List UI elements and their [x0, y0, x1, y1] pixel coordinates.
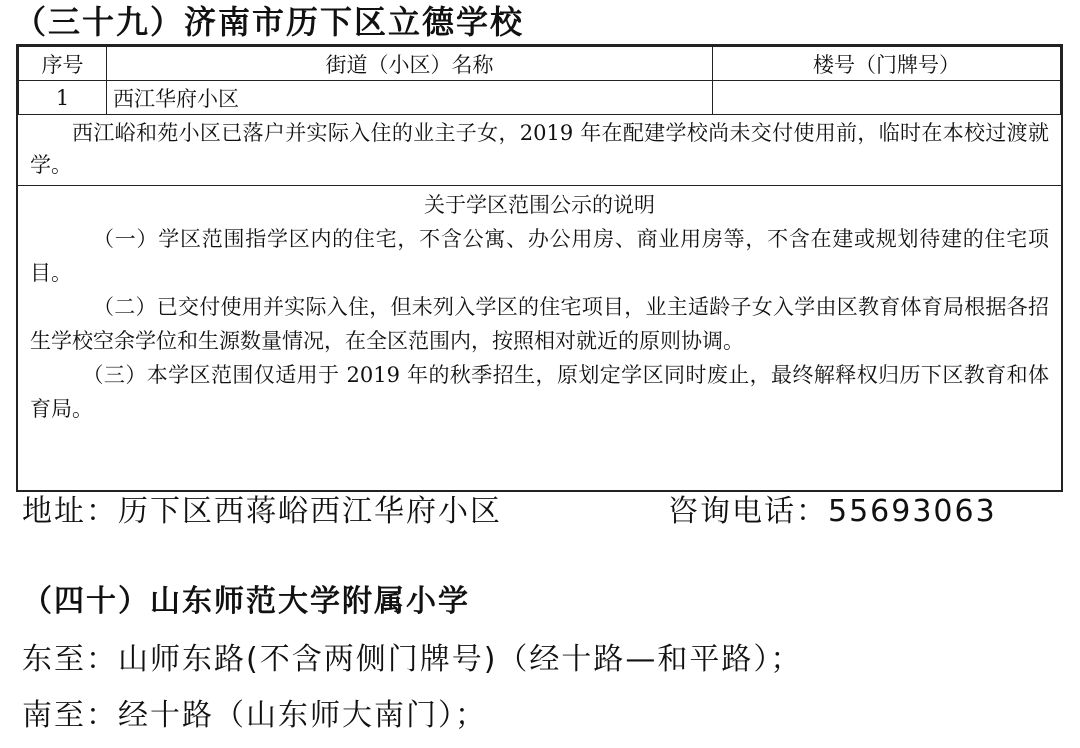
address-text: 地址：历下区西蒋峪西江华府小区 [22, 494, 502, 529]
district-table [18, 46, 1061, 115]
phone-text: 咨询电话：55693063 [668, 494, 997, 529]
header-building: 楼号（门牌号） [713, 47, 1061, 81]
explanation-block [18, 186, 1061, 426]
explanation-item-1: （一）学区范围指学区内的住宅，不含公寓、办公用房、商业用房等，不含在建或规划待建的住宅项目。 [30, 227, 1049, 285]
table-header-row [19, 47, 1061, 81]
row-building [713, 81, 1061, 115]
address-line [22, 490, 997, 534]
explanation-heading: 关于学区范围公示的说明 [424, 193, 655, 217]
school-title: （三十九）济南市历下区立德学校 [14, 3, 525, 41]
section2-south-boundary: 南至：经十路（山东师大南门）； [22, 698, 487, 733]
table-row [19, 81, 1061, 115]
district-table-sheet [16, 44, 1063, 492]
explanation-item-3: （三）本学区范围仅适用于 2019 年的秋季招生，原划定学区同时废止，最终解释权归历下区教育和体育局。 [30, 363, 1049, 421]
section2-title: （四十）山东师范大学附属小学 [22, 584, 470, 619]
table-note: 西江峪和苑小区已落户并实际入住的业主子女，2019 年在配建学校尚未交付使用前，临时在本校过渡就学。 [18, 115, 1061, 186]
section2-east-boundary: 东至：山师东路(不含两侧门牌号)（经十路—和平路）； [22, 642, 803, 677]
row-number: 1 [19, 81, 107, 115]
explanation-item-2: （二）已交付使用并实际入住，但未列入学区的住宅项目，业主适龄子女入学由区教育体育局根据各招生学校空余学位和生源数量情况，在全区范围内，按照相对就近的原则协调。 [30, 295, 1049, 353]
header-number: 序号 [19, 47, 107, 81]
header-street: 街道（小区）名称 [107, 47, 713, 81]
row-street: 西江华府小区 [107, 81, 713, 115]
